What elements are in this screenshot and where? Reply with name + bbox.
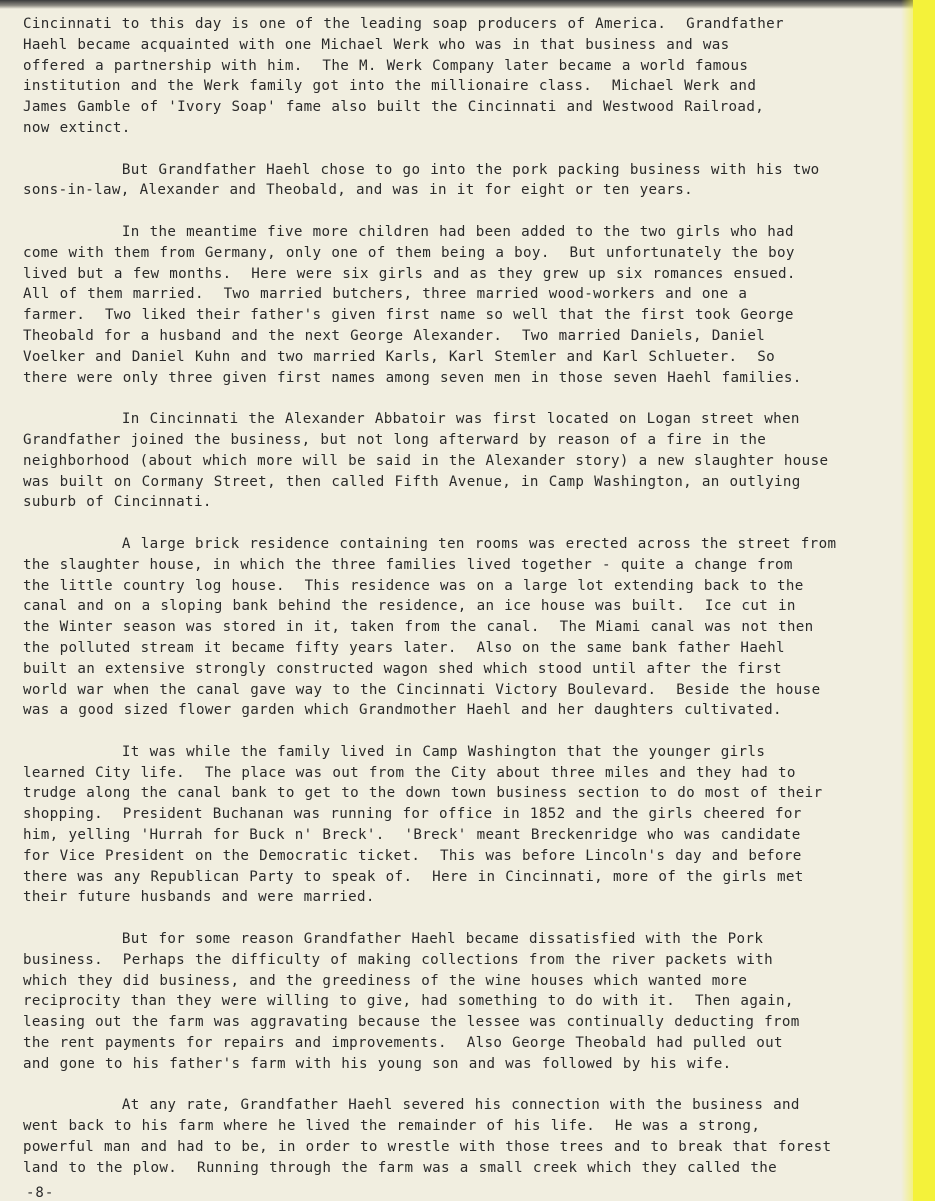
text-line: business. Perhaps the difficulty of making collections from the river packets with xyxy=(23,951,774,968)
text-line: Cincinnati to this day is one of the leading soap producers of America. Grandfather xyxy=(23,16,784,32)
text-line: which they did business, and the greediness of the wine houses which wanted more xyxy=(23,972,748,989)
text-line: In Cincinnati the Alexander Abbatoir was first located on Logan street when xyxy=(23,411,800,428)
paragraph xyxy=(23,409,928,513)
text-line: farmer. Two liked their father's given first name so well that the first took George xyxy=(23,307,794,324)
text-line: All of them married. Two married butchers, three married wood-workers and one a xyxy=(23,286,748,303)
text-line: But Grandfather Haehl chose to go into the pork packing business with his two xyxy=(23,161,820,178)
text-line: reciprocity than they were willing to give, had something to do with it. Then again, xyxy=(23,993,794,1010)
text-line: leasing out the farm was aggravating because the lessee was continually deducting from xyxy=(23,1014,800,1031)
paragraph-gap xyxy=(23,201,928,222)
text-line: the little country log house. This residence was on a large lot extending back to the xyxy=(23,577,804,594)
text-line: offered a partnership with him. The M. Werk Company later became a world famous xyxy=(23,57,749,74)
text-line: A large brick residence containing ten rooms was erected across the street from xyxy=(23,535,837,552)
text-line: went back to his farm where he lived the remainder of his life. He was a strong, xyxy=(23,1118,761,1135)
paragraph xyxy=(23,160,928,202)
text-line: Theobald for a husband and the next George Alexander. Two married Daniels, Daniel xyxy=(23,327,766,344)
page-number: -8- xyxy=(26,1185,55,1201)
text-line: suburb of Cincinnati. xyxy=(23,494,212,511)
text-line: trudge along the canal bank to get to the down town business section to do most of their xyxy=(23,785,823,802)
text-line: land to the plow. Running through the farm was a small creek which they called the xyxy=(23,1159,778,1176)
text-line: there were only three given first names among seven men in those seven Haehl families. xyxy=(23,369,802,386)
text-line: the rent payments for repairs and improvements. Also George Theobald had pulled out xyxy=(23,1035,783,1052)
text-line: was a good sized flower garden which Grandmother Haehl and her daughters cultivated. xyxy=(23,702,782,719)
text-line: Voelker and Daniel Kuhn and two married Karls, Karl Stemler and Karl Schlueter. So xyxy=(23,348,776,365)
text-line: powerful man and had to be, in order to wrestle with those trees and to break that forest xyxy=(23,1139,832,1156)
paragraph xyxy=(23,742,928,908)
text-line: lived but a few months. Here were six girls and as they grew up six romances ensued. xyxy=(23,265,796,282)
text-line: In the meantime five more children had been added to the two girls who had xyxy=(23,223,794,240)
text-line: was built on Cormany Street, then called Fifth Avenue, in Camp Washington, an outlying xyxy=(23,473,801,490)
text-line: At any rate, Grandfather Haehl severed his connection with the business and xyxy=(23,1097,800,1114)
paragraph xyxy=(23,14,928,139)
document-body xyxy=(23,14,928,1179)
text-line: institution and the Werk family got into the millionaire class. Michael Werk and xyxy=(23,78,757,95)
paragraph-gap xyxy=(23,721,928,742)
paragraph xyxy=(23,1095,928,1178)
text-line: him, yelling 'Hurrah for Buck n' Breck'. 'Breck' meant Breckenridge who was candidate xyxy=(23,827,801,844)
paragraph xyxy=(23,929,928,1075)
text-line: the polluted stream it became fifty years later. Also on the same bank father Haehl xyxy=(23,639,785,656)
text-line: It was while the family lived in Camp Washington that the younger girls xyxy=(23,743,766,760)
text-line: come with them from Germany, only one of them being a boy. But unfortunately the boy xyxy=(23,244,795,261)
paragraph xyxy=(23,222,928,388)
text-line: James Gamble of 'Ivory Soap' fame also built the Cincinnati and Westwood Railroad, xyxy=(23,99,765,116)
text-line: and gone to his father's farm with his young son and was followed by his wife. xyxy=(23,1055,732,1072)
text-line: Grandfather joined the business, but not long afterward by reason of a fire in the xyxy=(23,431,767,448)
text-line: Haehl became acquainted with one Michael Werk who was in that business and was xyxy=(23,36,730,53)
text-line: now extinct. xyxy=(23,119,131,136)
text-line: there was any Republican Party to speak of. Here in Cincinnati, more of the girls met xyxy=(23,868,804,885)
text-line: sons-in-law, Alexander and Theobald, and was in it for eight or ten years. xyxy=(23,182,693,199)
text-line: learned City life. The place was out from the City about three miles and they had to xyxy=(23,764,796,781)
paragraph xyxy=(23,534,928,721)
paragraph-gap xyxy=(23,1075,928,1096)
text-line: neighborhood (about which more will be said in the Alexander story) a new slaughter house xyxy=(23,452,829,469)
paragraph-gap xyxy=(23,513,928,534)
page-top-edge xyxy=(0,0,935,9)
text-line: But for some reason Grandfather Haehl became dissatisfied with the Pork xyxy=(23,931,764,948)
paragraph-gap xyxy=(23,908,928,929)
text-line: the slaughter house, in which the three families lived together - quite a change from xyxy=(23,556,793,573)
text-line: for Vice President on the Democratic ticket. This was before Lincoln's day and before xyxy=(23,847,802,864)
paragraph-gap xyxy=(23,388,928,409)
text-line: their future husbands and were married. xyxy=(23,889,375,906)
text-line: canal and on a sloping bank behind the residence, an ice house was built. Ice cut in xyxy=(23,598,796,615)
text-line: built an extensive strongly constructed wagon shed which stood until after the first xyxy=(23,660,782,677)
paragraph-gap xyxy=(23,139,928,160)
text-line: shopping. President Buchanan was running for office in 1852 and the girls cheered for xyxy=(23,806,802,823)
text-line: the Winter season was stored in it, taken from the canal. The Miami canal was not then xyxy=(23,619,814,636)
text-line: world war when the canal gave way to the Cincinnati Victory Boulevard. Beside the house xyxy=(23,681,821,698)
